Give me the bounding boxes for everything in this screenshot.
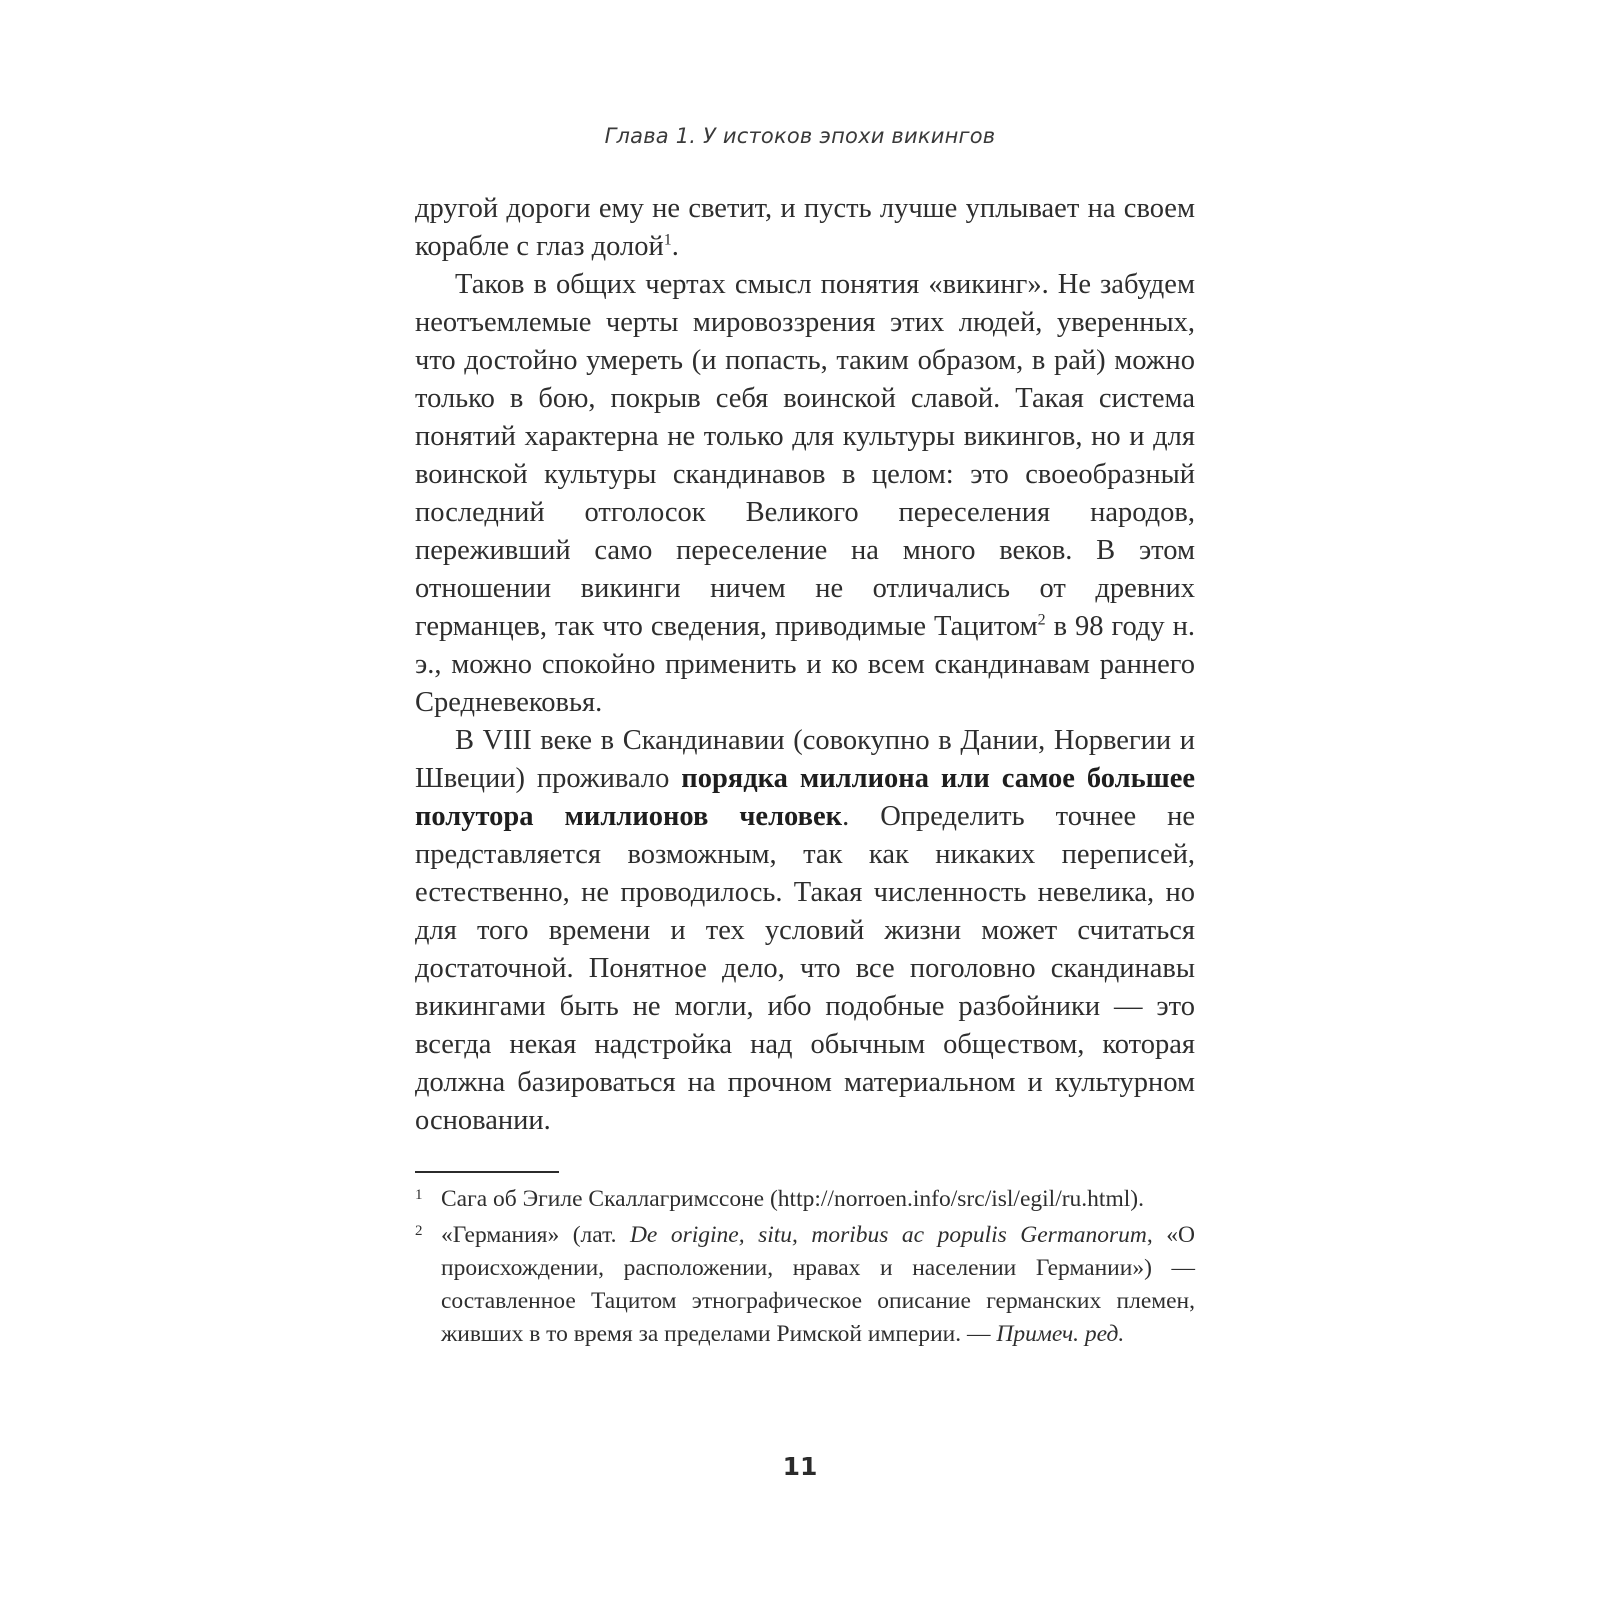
footnotes	[415, 1183, 1195, 1354]
running-header: Глава 1. У истоков эпохи викингов	[604, 124, 996, 148]
page-number: 11	[782, 1452, 818, 1481]
paragraph-2-text-b: в 98 году н. э., можно спокойно применить и ко всем скандинавам раннего Средневековья.	[415, 611, 1195, 718]
main-text	[415, 190, 1195, 1140]
paragraph-3	[415, 722, 1195, 1140]
footnote-ref-1[interactable]: 1	[663, 231, 672, 249]
paragraph-1	[415, 190, 1195, 266]
footnote-1-number: 1	[415, 1187, 423, 1203]
footnote-1	[415, 1183, 1195, 1216]
footnote-2-number: 2	[415, 1223, 423, 1239]
footnote-2-editor-note: Примеч. ред.	[996, 1321, 1125, 1347]
paragraph-3-text-a: В VIII веке в Скандинавии (совокупно в Дании, Норвегии и Швеции) проживало	[415, 725, 1195, 794]
footnote-2-text-b: , «О происхождении, расположении, нравах и населении Германии») — составленное Тацитом этнографическое описание германских племен, живших в то время за пределами Римской империи. —	[441, 1222, 1195, 1347]
paragraph-1-end: .	[671, 231, 679, 262]
paragraph-3-text-b: . Определить точнее не представляется возможным, так как никаких переписей, естественно, не проводилось. Такая численность невелика, но для того времени и тех условий жизни может считаться достаточной. Понятное дело, что все поголовно скандинавы викингами быть не могли, ибо подобные разбойники — это всегда некая надстройка над обычным обществом, которая должна базироваться на прочном материальном и культурном основании.	[415, 801, 1195, 1136]
footnote-2-latin-title: De origine, situ, moribus ac populis Germanorum	[629, 1222, 1147, 1248]
footnote-ref-2[interactable]: 2	[1037, 611, 1046, 629]
footnote-1-text: Сага об Эгиле Скаллагримссоне (http://norroen.info/src/isl/egil/ru.html).	[441, 1186, 1144, 1212]
paragraph-3-bold: порядка миллиона или самое большее полутора миллионов человек	[415, 763, 1195, 832]
paragraph-1-text: другой дороги ему не светит, и пусть лучше уплывает на своем корабле с глаз долой	[415, 193, 1195, 262]
footnote-2-text-a: «Германия» (лат.	[441, 1222, 630, 1248]
paragraph-2-text-a: Таков в общих чертах смысл понятия «викинг». Не забудем неотъемлемые черты мировоззрения этих людей, уверенных, что достойно умереть (и попасть, таким образом, в рай) можно только в бою, покрыв себя воинской славой. Такая система понятий характерна не только для культуры викингов, но и для воинской культуры скандинавов в целом: это своеобразный последний отголосок Великого переселения народов, переживший само переселение на много веков. В этом отношении викинги ничем не отличались от древних германцев, так что сведения, приводимые Тацитом	[415, 269, 1195, 642]
footnote-divider	[415, 1171, 559, 1173]
paragraph-2	[415, 266, 1195, 722]
footnote-2-text	[441, 1219, 1195, 1351]
footnote-2	[415, 1219, 1195, 1351]
